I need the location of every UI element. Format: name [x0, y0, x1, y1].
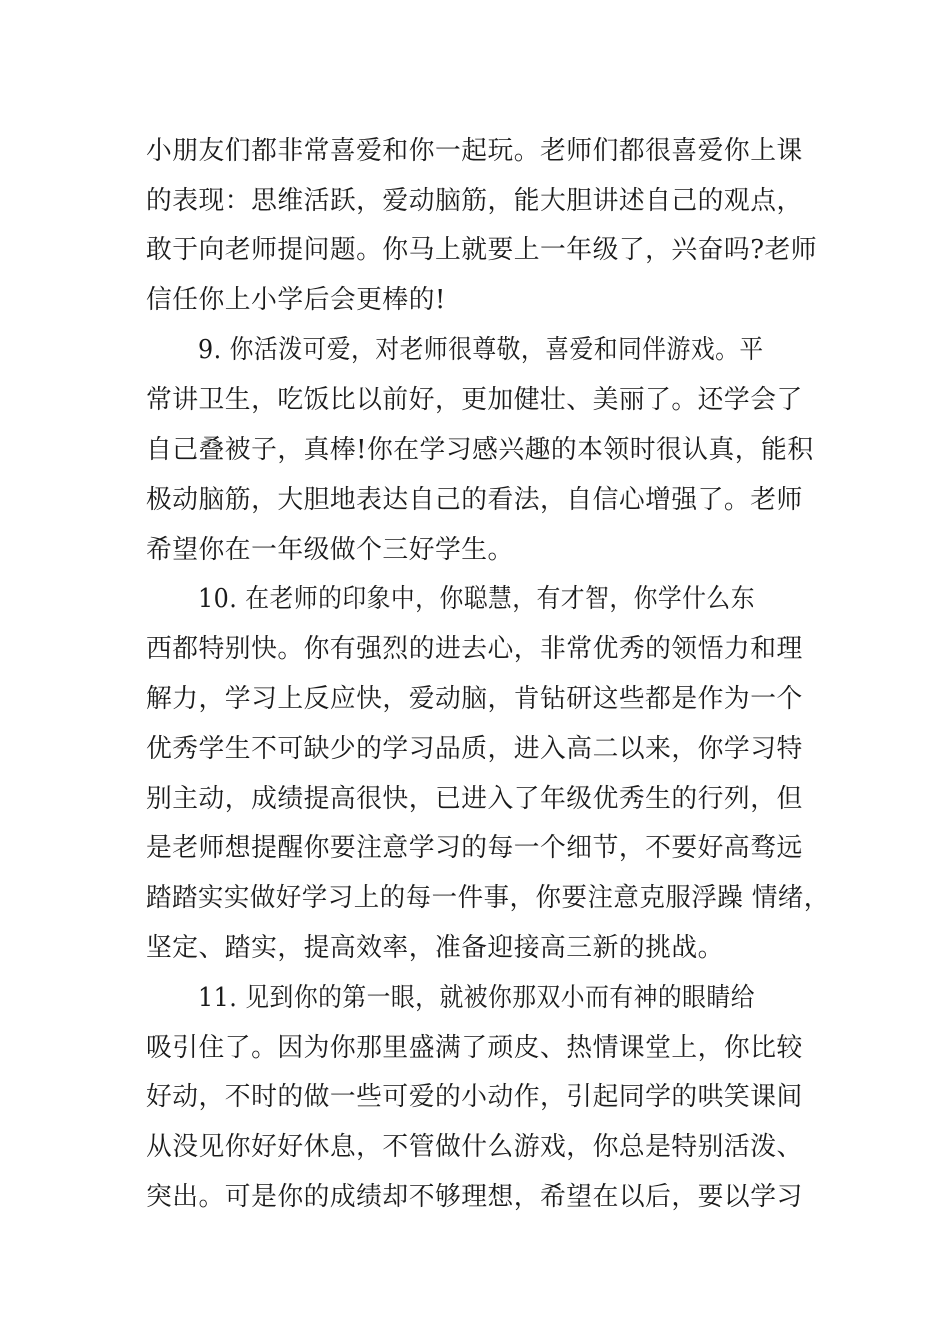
text-line: 希望你在一年级做个三好学生。	[146, 535, 514, 565]
text-line: 是老师想提醒你要注意学习的每一个细节，不要好高骛远	[146, 833, 803, 863]
text-line: 别主动，成绩提高很快，已进入了年级优秀生的行列，但	[146, 784, 803, 814]
paragraph-start-9: 9. 你活泼可爱，对老师很尊敬，喜爱和同伴游戏。平	[198, 335, 764, 365]
text-line: 西都特别快。你有强烈的进去心，非常优秀的领悟力和理	[146, 634, 803, 664]
text-line: 信任你上小学后会更棒的!	[146, 285, 446, 315]
text-line: 突出。可是你的成绩却不够理想，希望在以后，要以学习	[146, 1182, 803, 1212]
text-line: 极动脑筋，大胆地表达自己的看法，自信心增强了。老师	[146, 485, 803, 515]
text-line: 常讲卫生，吃饭比以前好，更加健壮、美丽了。还学会了	[146, 385, 803, 415]
paragraph-start-11: 11. 见到你的第一眼，就被你那双小而有神的眼睛给	[198, 983, 755, 1013]
text-line: 自己叠被子，真棒!你在学习感兴趣的本领时很认真，能积	[146, 435, 814, 465]
text-line: 解力，学习上反应快，爱动脑，肯钻研这些都是作为一个	[146, 684, 803, 714]
text-line: 从没见你好好休息，不管做什么游戏，你总是特别活泼、	[146, 1132, 803, 1162]
text-line: 小朋友们都非常喜爱和你一起玩。老师们都很喜爱你上课	[146, 136, 803, 166]
text-line: 敢于向老师提问题。你马上就要上一年级了，兴奋吗?老师	[146, 235, 818, 265]
text-line: 踏踏实实做好学习上的每一件事，你要注意克服浮躁 情绪，	[146, 883, 830, 913]
paragraph-start-10: 10. 在老师的印象中，你聪慧，有才智，你学什么东	[198, 584, 755, 614]
text-line: 吸引住了。因为你那里盛满了顽皮、热情课堂上，你比较	[146, 1033, 803, 1063]
text-line: 好动，不时的做一些可爱的小动作，引起同学的哄笑课间	[146, 1082, 803, 1112]
text-line: 坚定、踏实，提高效率，准备迎接高三新的挑战。	[146, 933, 724, 963]
text-line: 优秀学生不可缺少的学习品质，进入高二以来，你学习特	[146, 734, 803, 764]
text-line: 的表现：思维活跃，爱动脑筋，能大胆讲述自己的观点，	[146, 186, 803, 216]
